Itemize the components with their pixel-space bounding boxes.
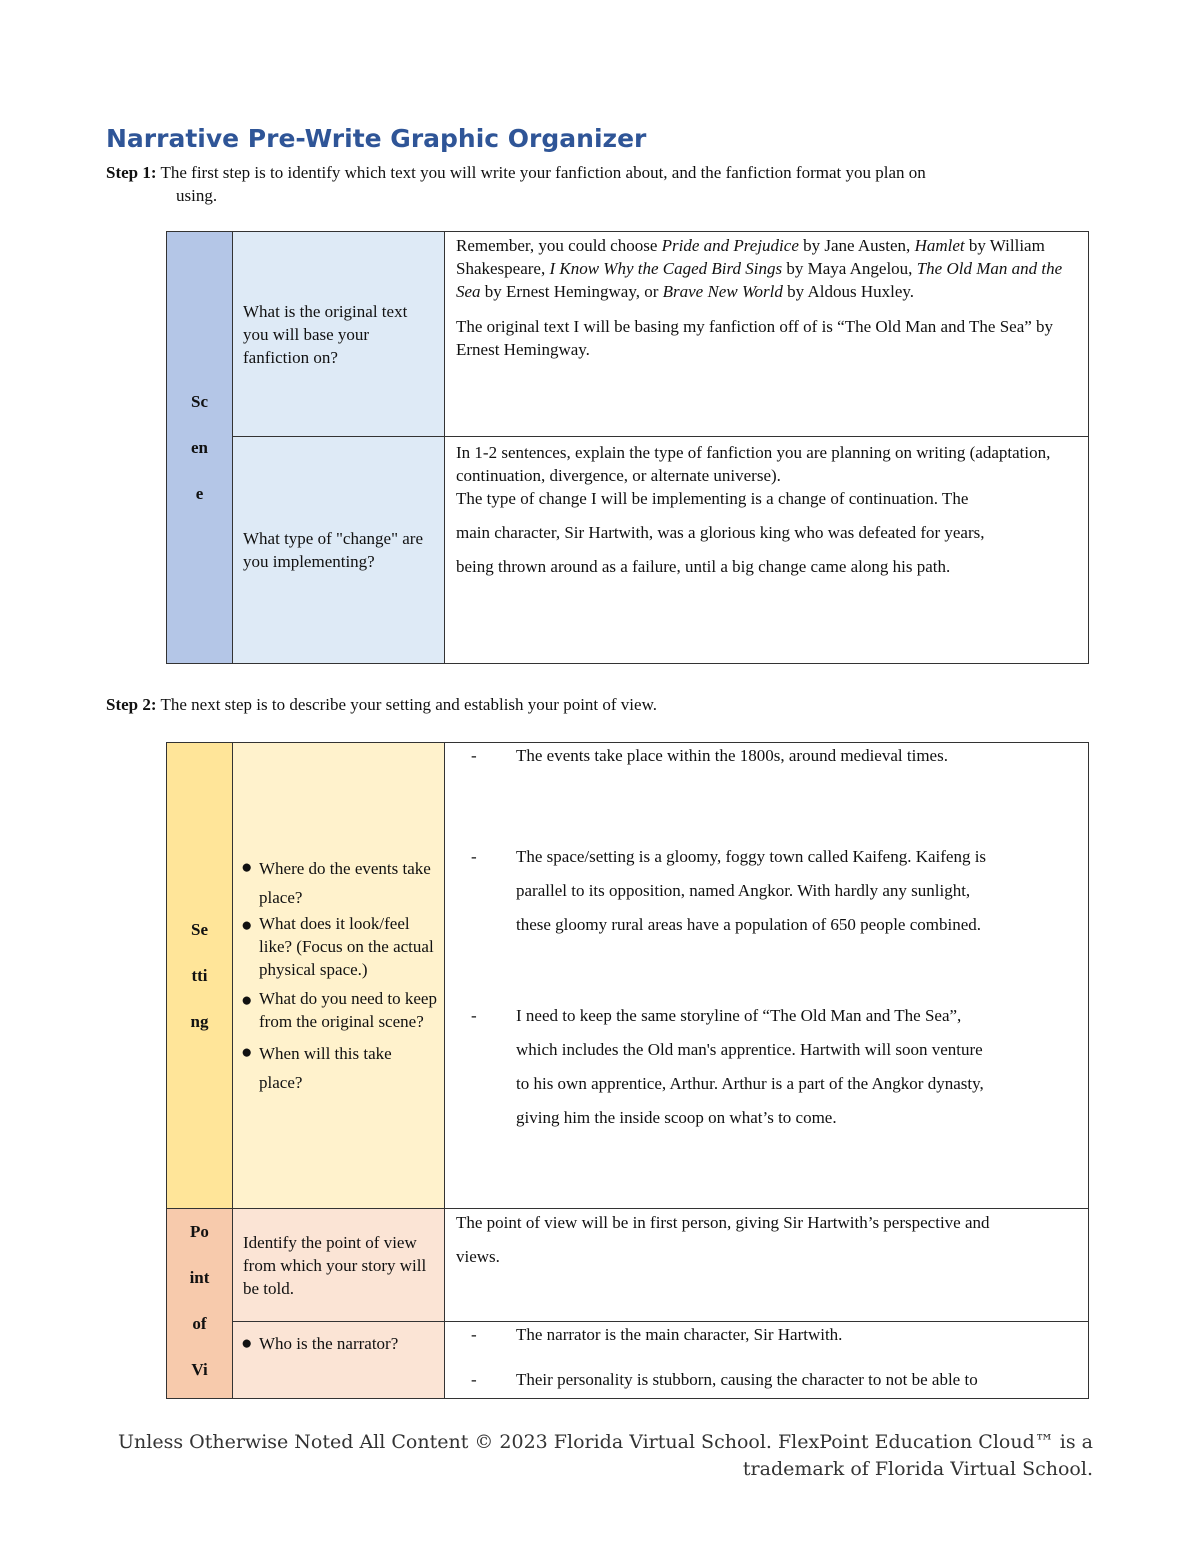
list-item: ● When will this take place? [241, 1039, 438, 1097]
narrator-answers-cell [445, 1322, 1089, 1399]
bullet-icon: ● [241, 1042, 253, 1063]
pov-side-label: Po int of Vi [167, 1209, 233, 1399]
narrator-question: Who is the narrator? [259, 1334, 399, 1353]
copyright-footer [118, 1429, 1093, 1483]
scene-side-label: Sc en e [167, 232, 233, 664]
dash-marker: - [471, 1370, 477, 1389]
page-title: Narrative Pre-Write Graphic Organizer [106, 124, 647, 153]
list-item [241, 1330, 436, 1358]
change-type-prompt: In 1-2 sentences, explain the type of fanfiction you are planning on writing (adaptation, continuation, divergence, or alternate universe). [456, 443, 1051, 485]
list-item: - Their personality is stubborn, causing the character to not be able to [445, 1368, 1078, 1391]
setting-side-label: Se tti ng [167, 743, 233, 1209]
step-2-instruction [106, 693, 1066, 716]
bullet-icon: ● [241, 857, 253, 878]
setting-answers-cell [445, 743, 1089, 1209]
bullet-icon: ● [241, 990, 253, 1011]
list-item: - The space/setting is a gloomy, foggy town called Kaifeng. Kaifeng is parallel to its opposition, named Angkor. With hardly any sunlight, these gloomy rural areas have a population of 650 people combined. [445, 845, 1078, 936]
step-1-text-cont: using. [176, 186, 218, 205]
list-item: ● Where do the events take place? [241, 854, 438, 912]
step-1-text: The first step is to identify which text you will write your fanfiction about, and the fanfiction format you plan on [156, 163, 926, 182]
step-2-label: Step 2: [106, 695, 157, 714]
footer-line: Unless Otherwise Noted All Content © 2023 Florida Virtual School. FlexPoint Education Cloud™ is a [118, 1431, 1093, 1453]
original-text-question: What is the original text you will base your fanfiction on? [233, 232, 445, 437]
original-text-answer-cell [445, 232, 1089, 437]
bullet-icon: ● [241, 1333, 253, 1354]
list-item: - I need to keep the same storyline of “The Old Man and The Sea”, which includes the Old man's apprentice. Hartwith will soon venture to his own apprentice, Arthur. Arthur is a part of the Angkor dynasty, giving him the inside scoop on what’s to come. [445, 1004, 1078, 1140]
step-1-instruction [106, 161, 1066, 207]
pov-question: Identify the point of view from which your story will be told. [233, 1209, 445, 1322]
original-text-reminder: Remember, you could choose Pride and Prejudice by Jane Austen, Hamlet by William Shakespeare, I Know Why the Caged Bird Sings by Maya Angelou, The Old Man and the Sea by Ernest Hemingway, or Brave New World by Aldous Huxley. [456, 236, 1063, 301]
scene-table [166, 231, 1089, 664]
narrator-question-cell [233, 1322, 445, 1399]
change-type-answer-line: being thrown around as a failure, until a big change came along his path. [456, 557, 951, 576]
bullet-icon: ● [241, 915, 253, 936]
list-item: ● What do you need to keep from the original scene? [241, 989, 437, 1031]
pov-answer-cell: The point of view will be in first person, giving Sir Hartwith’s perspective and views. [445, 1209, 1089, 1322]
change-type-question: What type of "change" are you implementing? [233, 437, 445, 664]
list-item: ● What does it look/feel like? (Focus on the actual physical space.) [241, 914, 434, 979]
original-text-answer: The original text I will be basing my fanfiction off of is “The Old Man and The Sea” by Ernest Hemingway. [456, 317, 1054, 359]
step-2-text: The next step is to describe your setting and establish your point of view. [156, 695, 657, 714]
dash-marker: - [471, 1006, 477, 1025]
setting-questions-cell [233, 743, 445, 1209]
setting-pov-table [166, 742, 1089, 1399]
dash-marker: - [471, 1325, 477, 1344]
list-item: - The events take place within the 1800s, around medieval times. [445, 744, 1078, 767]
list-item: - The narrator is the main character, Sir Hartwith. [445, 1323, 1078, 1346]
step-1-label: Step 1: [106, 163, 157, 182]
change-type-answer-cell [445, 437, 1089, 664]
dash-marker: - [471, 847, 477, 866]
footer-line: trademark of Florida Virtual School. [742, 1458, 1093, 1480]
change-type-answer-line: The type of change I will be implementing is a change of continuation. The [456, 489, 969, 508]
change-type-answer-line: main character, Sir Hartwith, was a glorious king who was defeated for years, [456, 523, 985, 542]
dash-marker: - [471, 746, 477, 765]
